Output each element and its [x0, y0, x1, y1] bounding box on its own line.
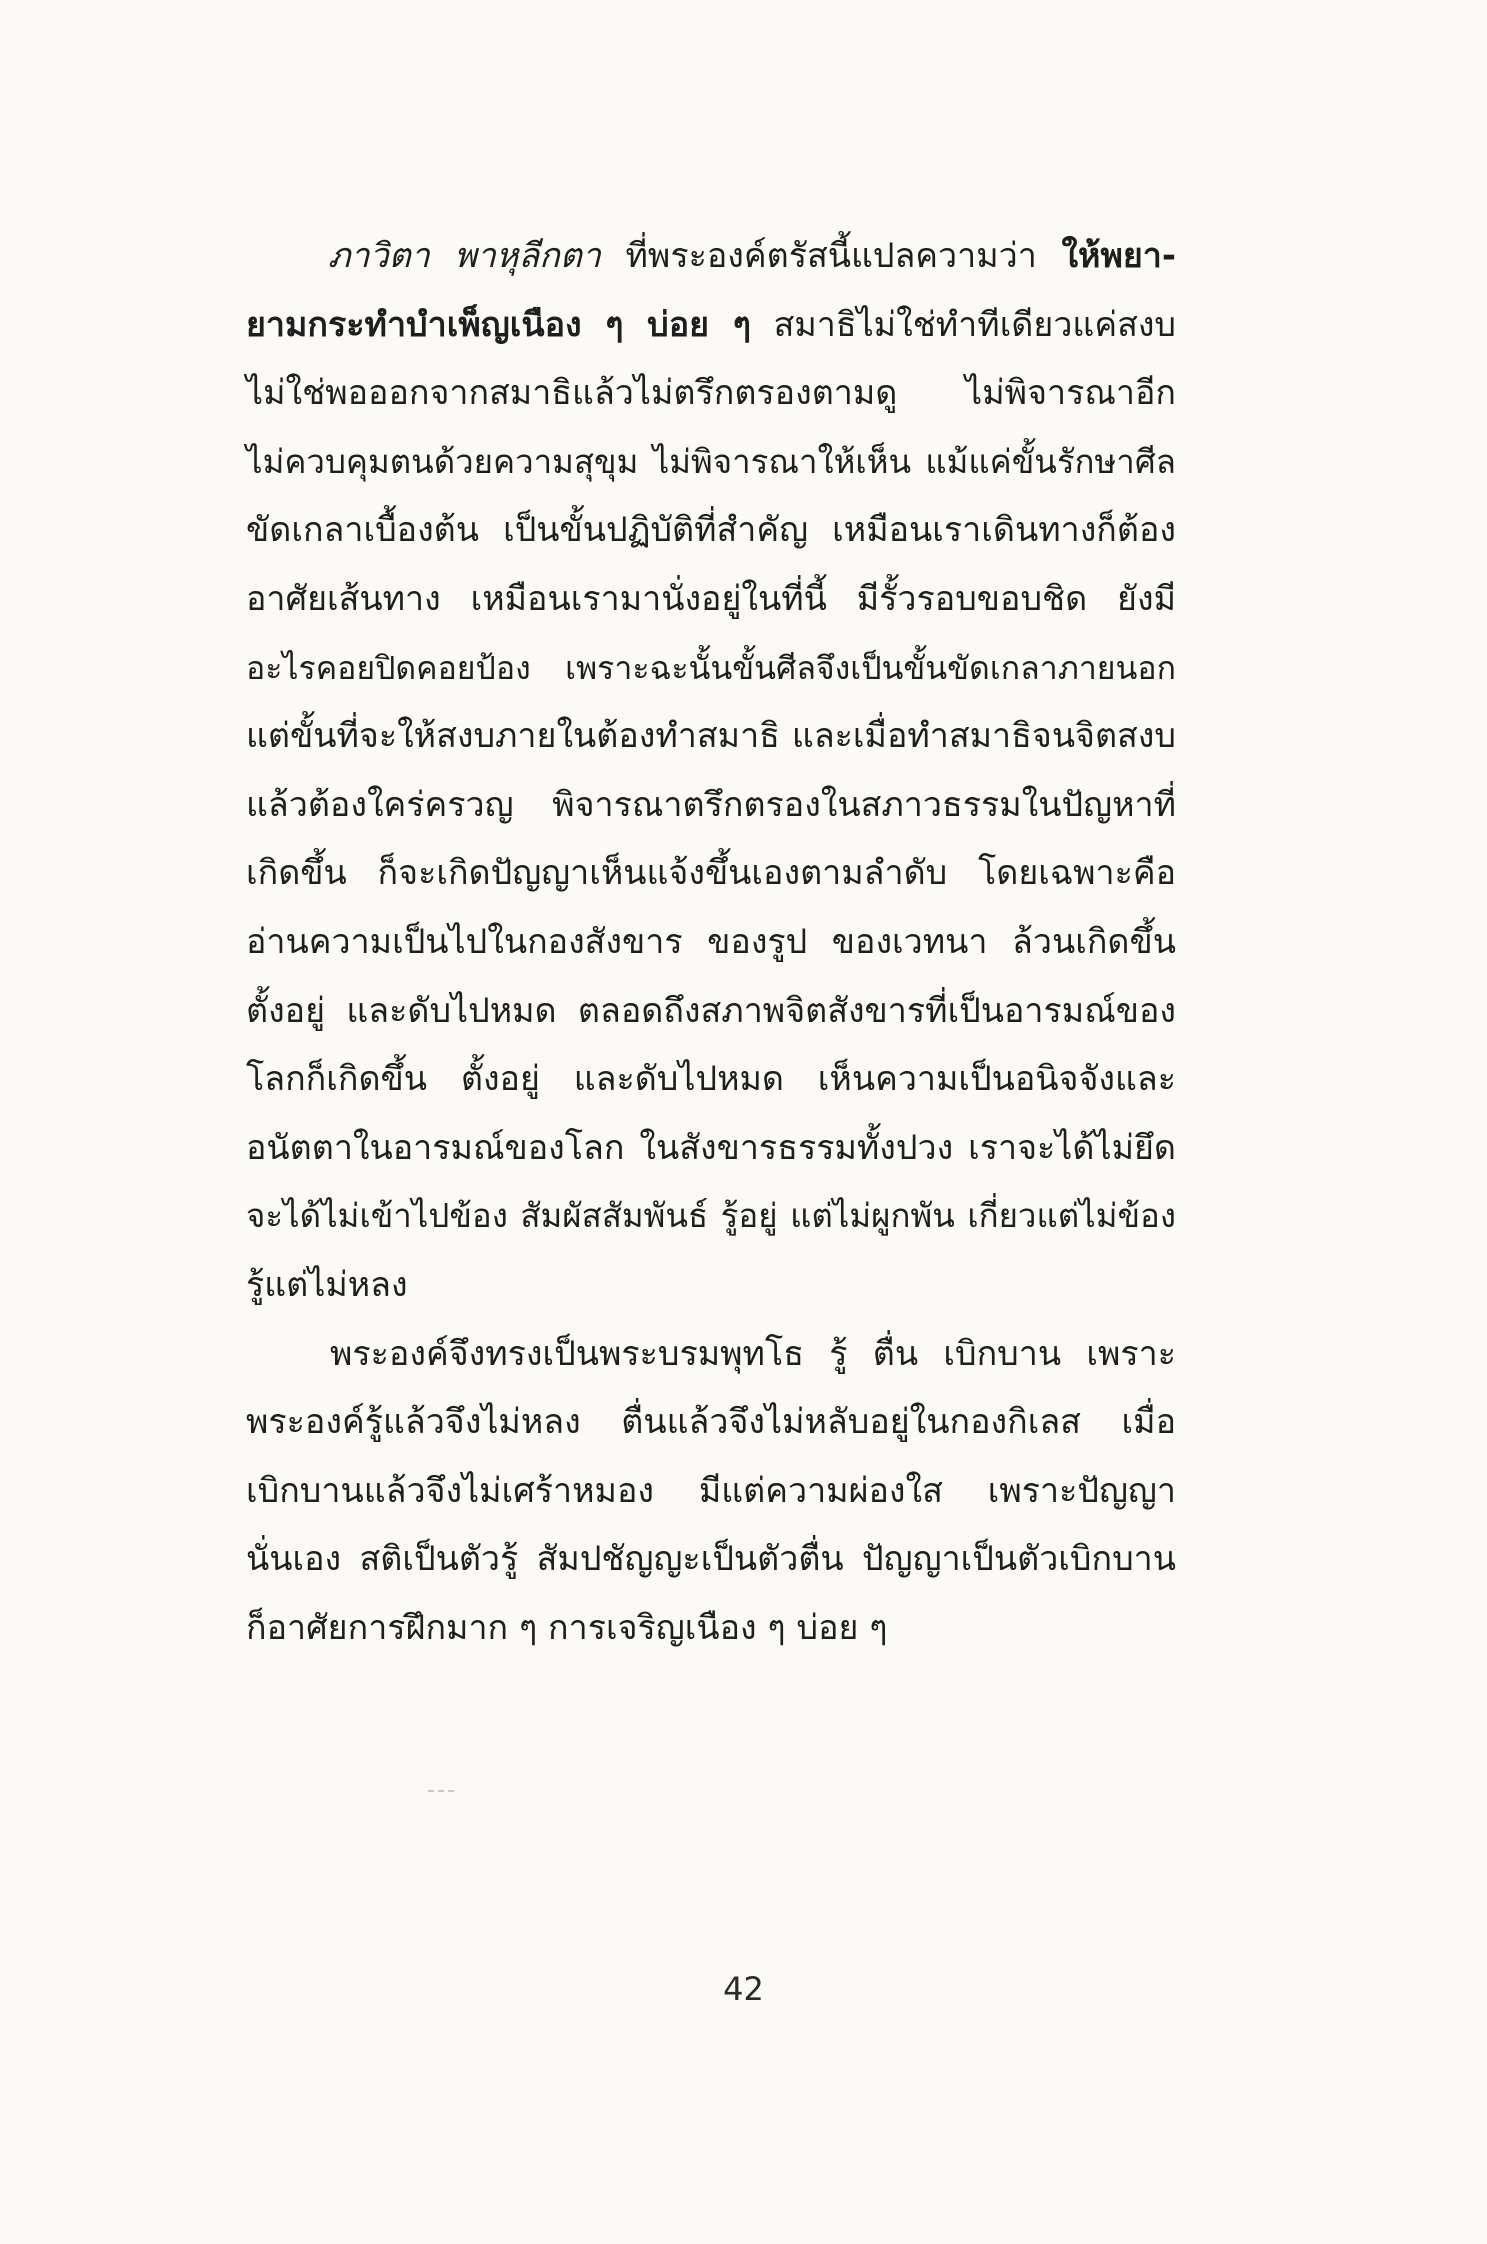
paragraph-1-line-3: ไม่ใช่พอออกจากสมาธิแล้วไม่ตรึกตรองตามดู ไม่พิจารณาอีก	[246, 373, 1176, 414]
pali-phrase: ภาวิตา พาหุลีกตา	[328, 236, 601, 276]
paragraph-1-line-7: อะไรคอยปิดคอยป้อง เพราะฉะนั้นขั้นศีลจึงเป็นขั้นขัดเกลาภายนอก	[246, 648, 1176, 687]
text-run: สมาธิไม่ใช่ทำทีเดียวแค่สงบ	[750, 304, 1176, 345]
paragraph-1-line-12: ตั้งอยู่ และดับไปหมด ตลอดถึงสภาพจิตสังขารที่เป็นอารมณ์ของ	[246, 990, 1176, 1031]
paragraph-1-line-1	[246, 222, 1176, 291]
paragraph-1-line-14: อนัตตาในอารมณ์ของโลก ในสังขารธรรมทั้งปวง เราจะได้ไม่ยึด	[246, 1127, 1176, 1168]
paragraph-1-line-2	[246, 291, 1176, 360]
paragraph-1-line-13: โลกก็เกิดขึ้น ตั้งอยู่ และดับไปหมด เห็นความเป็นอนิจจังและ	[246, 1059, 1176, 1100]
paragraph-2-line-4: นั่นเอง สติเป็นตัวรู้ สัมปชัญญะเป็นตัวตื่น ปัญญาเป็นตัวเบิกบาน	[246, 1539, 1176, 1580]
paragraph-1-last-line: รู้แต่ไม่หลง	[246, 1264, 408, 1305]
paragraph-1-line-15: จะได้ไม่เข้าไปข้อง สัมผัสสัมพันธ์ รู้อยู่ แต่ไม่ผูกพัน เกี่ยวแต่ไม่ข้อง	[246, 1196, 1176, 1236]
paragraph-1-line-9: แล้วต้องใคร่ครวญ พิจารณาตรึกตรองในสภาวธรรมในปัญหาที่	[246, 784, 1176, 825]
paragraph-2-line-2: พระองค์รู้แล้วจึงไม่หลง ตื่นแล้วจึงไม่หลับอยู่ในกองกิเลส เมื่อ	[246, 1402, 1176, 1443]
paragraph-2-last-line: ก็อาศัยการฝึกมาก ๆ การเจริญเนือง ๆ บ่อย ๆ	[246, 1607, 888, 1648]
paragraph-1-line-4: ไม่ควบคุมตนด้วยความสุขุม ไม่พิจารณาให้เห็น แม้แค่ขั้นรักษาศีล	[246, 441, 1176, 481]
paragraph-2-line-1: พระองค์จึงทรงเป็นพระบรมพุทโธ รู้ ตื่น เบิกบาน เพราะ	[330, 1333, 1176, 1374]
paragraph-1-line-10: เกิดขึ้น ก็จะเกิดปัญญาเห็นแจ้งขึ้นเองตามลำดับ โดยเฉพาะคือ	[246, 853, 1176, 894]
text-run: ที่พระองค์ตรัสนี้แปลความว่า	[600, 236, 1062, 276]
body-text	[246, 222, 1176, 1662]
scan-speck	[428, 1790, 454, 1798]
paragraph-1-line-8: แต่ขั้นที่จะให้สงบภายในต้องทำสมาธิ และเมื่อทำสมาธิจนจิตสงบ	[246, 716, 1176, 757]
paragraph-1-line-6: อาศัยเส้นทาง เหมือนเรามานั่งอยู่ในที่นี้ มีรั้วรอบขอบชิด ยังมี	[246, 578, 1176, 619]
paragraph-1-line-5: ขัดเกลาเบื้องต้น เป็นขั้นปฏิบัติที่สำคัญ เหมือนเราเดินทางก็ต้อง	[246, 510, 1176, 551]
page-number: 42	[723, 1970, 764, 2008]
bold-phrase: ให้พยา-	[1061, 236, 1177, 276]
paragraph-2-line-3: เบิกบานแล้วจึงไม่เศร้าหมอง มีแต่ความผ่องใส เพราะปัญญา	[246, 1470, 1176, 1511]
paragraph-1-line-11: อ่านความเป็นไปในกองสังขาร ของรูป ของเวทนา ล้วนเกิดขึ้น	[246, 921, 1176, 962]
bold-phrase: ยามกระทำบำเพ็ญเนือง ๆ บ่อย ๆ	[246, 304, 751, 345]
